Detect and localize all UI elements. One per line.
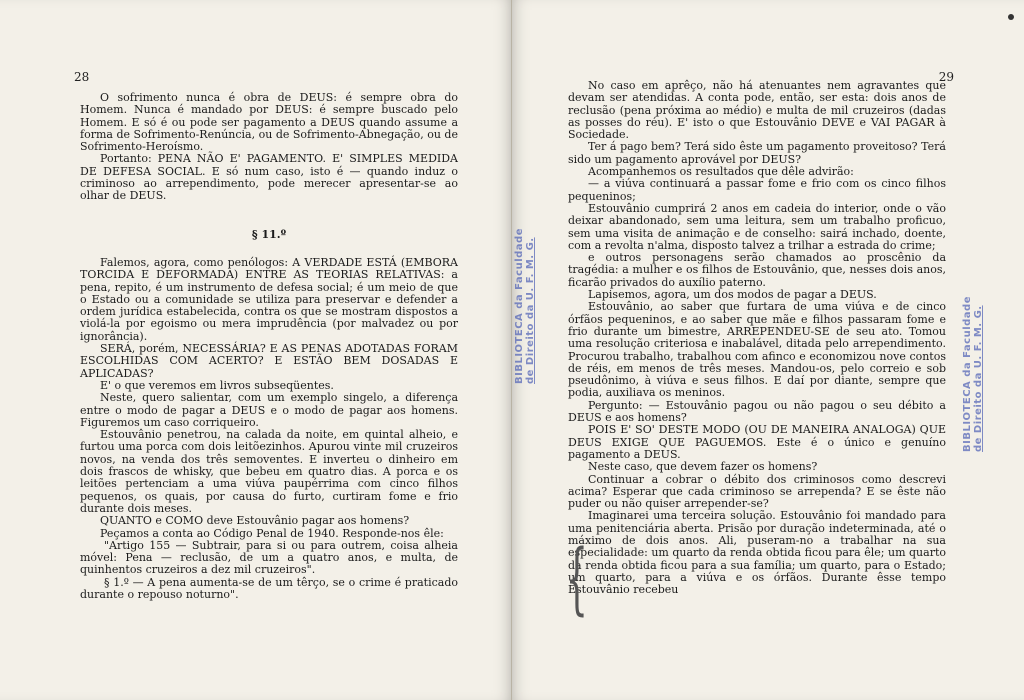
stamp-line: BIBLIOTECA da Faculdade xyxy=(514,228,525,384)
library-stamp xyxy=(514,228,536,384)
paragraph: Pergunto: — Estouvânio pagou ou não pagou o seu débito a DEUS e aos homens? xyxy=(568,398,946,425)
stamp-line: de Direito da U. F. M. G. xyxy=(525,237,536,384)
handwritten-brace: { xyxy=(565,534,588,624)
paragraph: Continuar a cobrar o débito dos criminosos como descrevi acima? Esperar que cada criminoso se arrependa? E se êste não puder ou não quiser arrepender-se? xyxy=(568,472,946,511)
page-number-left: 28 xyxy=(74,70,90,84)
section-heading: § 11.º xyxy=(251,227,287,241)
paragraph: Portanto: PENA NÃO E' PAGAMENTO. E' SIMPLES MEDIDA DE DEFESA SOCIAL. E só num caso, isto é — quando induz o criminoso ao arrependimento, pode merecer apresentar-se ao olhar de DEUS. xyxy=(80,152,458,203)
paragraph: QUANTO e COMO deve Estouvânio pagar aos homens? xyxy=(100,514,410,528)
left-page-text xyxy=(80,92,458,601)
page-number-right: 29 xyxy=(938,70,954,84)
paragraph: Peçamos a conta ao Código Penal de 1940. Responde-nos êle: xyxy=(100,526,444,540)
paragraph: O sofrimento nunca é obra de DEUS: é sempre obra do Homem. Nunca é mandado por DEUS: é sempre buscado pelo Homem. E só é ou pode ser pagamento a DEUS quando assume a forma de Sofrimento-Renúncia, ou de Sofrimento-Abnegação, ou de Sofrimento-Heroísmo. xyxy=(80,91,458,154)
paragraph: Estouvânio, ao saber que furtara de uma viúva e de cinco órfãos pequeninos, e ao saber que mãe e filhos passaram fome e frio durante um bimestre, ARREPENDEU-SE de seu ato. Tomou uma resolução criteriosa e inabalável, ditada pelo arrependimento. Procurou trabalho, trabalhou com afinco e economizou nove contos de réis, em menos de três meses. Mandou-os, pelo correio e sob pseudônimo, à viúva e seus filhos. E daí por diante, sempre que podia, auxiliava os meninos. xyxy=(568,300,946,400)
paragraph: Neste, quero salientar, com um exemplo singelo, a diferença entre o modo de pagar a DEUS e o modo de pagar aos homens. Figuremos um caso corriqueiro. xyxy=(80,391,458,429)
stamp-line: BIBLIOTECA da Faculdade xyxy=(962,296,973,452)
paragraph: SERÁ, porém, NECESSÁRIA? E AS PENAS ADOTADAS FORAM ESCOLHIDAS COM ACERTO? E ESTÃO BEM DOSADAS E APLICADAS? xyxy=(80,342,458,380)
paragraph: No caso em aprêço, não há atenuantes nem agravantes que devam ser atendidas. A conta pode, então, ser esta: dois anos de reclusão (pena próxima ao médio) e multa de mil cruzeiros (dadas as posses do réu). E' isto o que Estouvânio DEVE e VAI PAGAR à Sociedade. xyxy=(568,79,946,142)
stamp-line: de Direito da U. F. M. G. xyxy=(973,305,984,452)
paragraph: Falemos, agora, como penólogos: A VERDADE ESTÁ (EMBORA TORCIDA E DEFORMADA) ENTRE AS TEORIAS RELATIVAS: a pena, repito, é um instrumento de defesa social; é um meio de que o Estado ou a comunidade se utiliza para preservar e defender a ordem jurídica estabelecida, contra os que se mostram dispostos a violá-la por egoismo ou mera imprudência (por malvadez ou por ignorância). xyxy=(80,255,458,343)
ink-dot xyxy=(1008,14,1014,20)
paragraph: — a viúva continuará a passar fome e frio com os cinco filhos pequeninos; xyxy=(568,177,946,203)
paragraph: E' o que veremos em livros subseqüentes. xyxy=(100,378,334,392)
library-stamp xyxy=(962,296,984,452)
quote-paragraph: "Artigo 155 — Subtrair, para si ou para outrem, coisa alheia móvel: Pena — reclusão, de um a quatro anos, e multa, de quinhentos cruzeiros a dez mil cruzeiros". xyxy=(80,538,458,577)
paragraph: Lapisemos, agora, um dos modos de pagar a DEUS. xyxy=(588,288,877,302)
paragraph: Ter á pago bem? Terá sido êste um pagamento proveitoso? Terá sido um pagamento aprovável por DEUS? xyxy=(568,140,946,166)
paragraph: Estouvânio cumprirá 2 anos em cadeia do interior, onde o vão deixar abandonado, sem uma leitura, sem um trabalho proficuo, sem uma visita de animação e de conselho: sairá inchado, doente, com a revolta n'alma, disposto talvez a trilhar a estrada do crime; xyxy=(568,201,946,252)
right-page-text xyxy=(568,80,946,596)
paragraph: Imaginarei uma terceira solução. Estouvânio foi mandado para uma penitenciária aberta. Prisão por duração indeterminada, até o máximo de dois anos. Ali, puseram-no a trabalhar na sua especialidade: um quarto da renda obtida ficou para êle; um quarto da renda obtida ficou para a sua família; um quarto, para o Estado; um quarto, para a viúva e os órfãos. Durante êsse tempo Estouvânio recebeu xyxy=(568,509,946,597)
paragraph: e outros personagens serão chamados ao proscênio da tragédia: a mulher e os filhos de Estouvânio, que, nesses dois anos, ficarão privados do auxílio paterno. xyxy=(568,251,946,289)
paragraph: Estouvânio penetrou, na calada da noite, em quintal alheio, e furtou uma porca com dois leitõezinhos. Apurou vinte mil cruzeiros novos, na venda dos três semoventes. E inverteu o dinheiro em dois frascos de whisky, que bebeu em quatro dias. A porca e os leitões pertenciam a uma viúva paupérrima com cinco filhos pequenos, os quais, por causa do furto, curtiram fome e frio durante dois meses. xyxy=(80,428,458,515)
quote-paragraph: § 1.º — A pena aumenta-se de um têrço, se o crime é praticado durante o repouso noturno". xyxy=(80,575,458,601)
paragraph: Neste caso, que devem fazer os homens? xyxy=(588,460,818,474)
paragraph: POIS E' SO' DESTE MODO (OU DE MANEIRA ANALOGA) QUE DEUS EXIGE QUE PAGUEMOS. Este é o único e genuíno pagamento a DEUS. xyxy=(568,423,946,461)
right-page xyxy=(512,0,1024,700)
paragraph: Acompanhemos os resultados que dêle advirão: xyxy=(588,165,854,179)
